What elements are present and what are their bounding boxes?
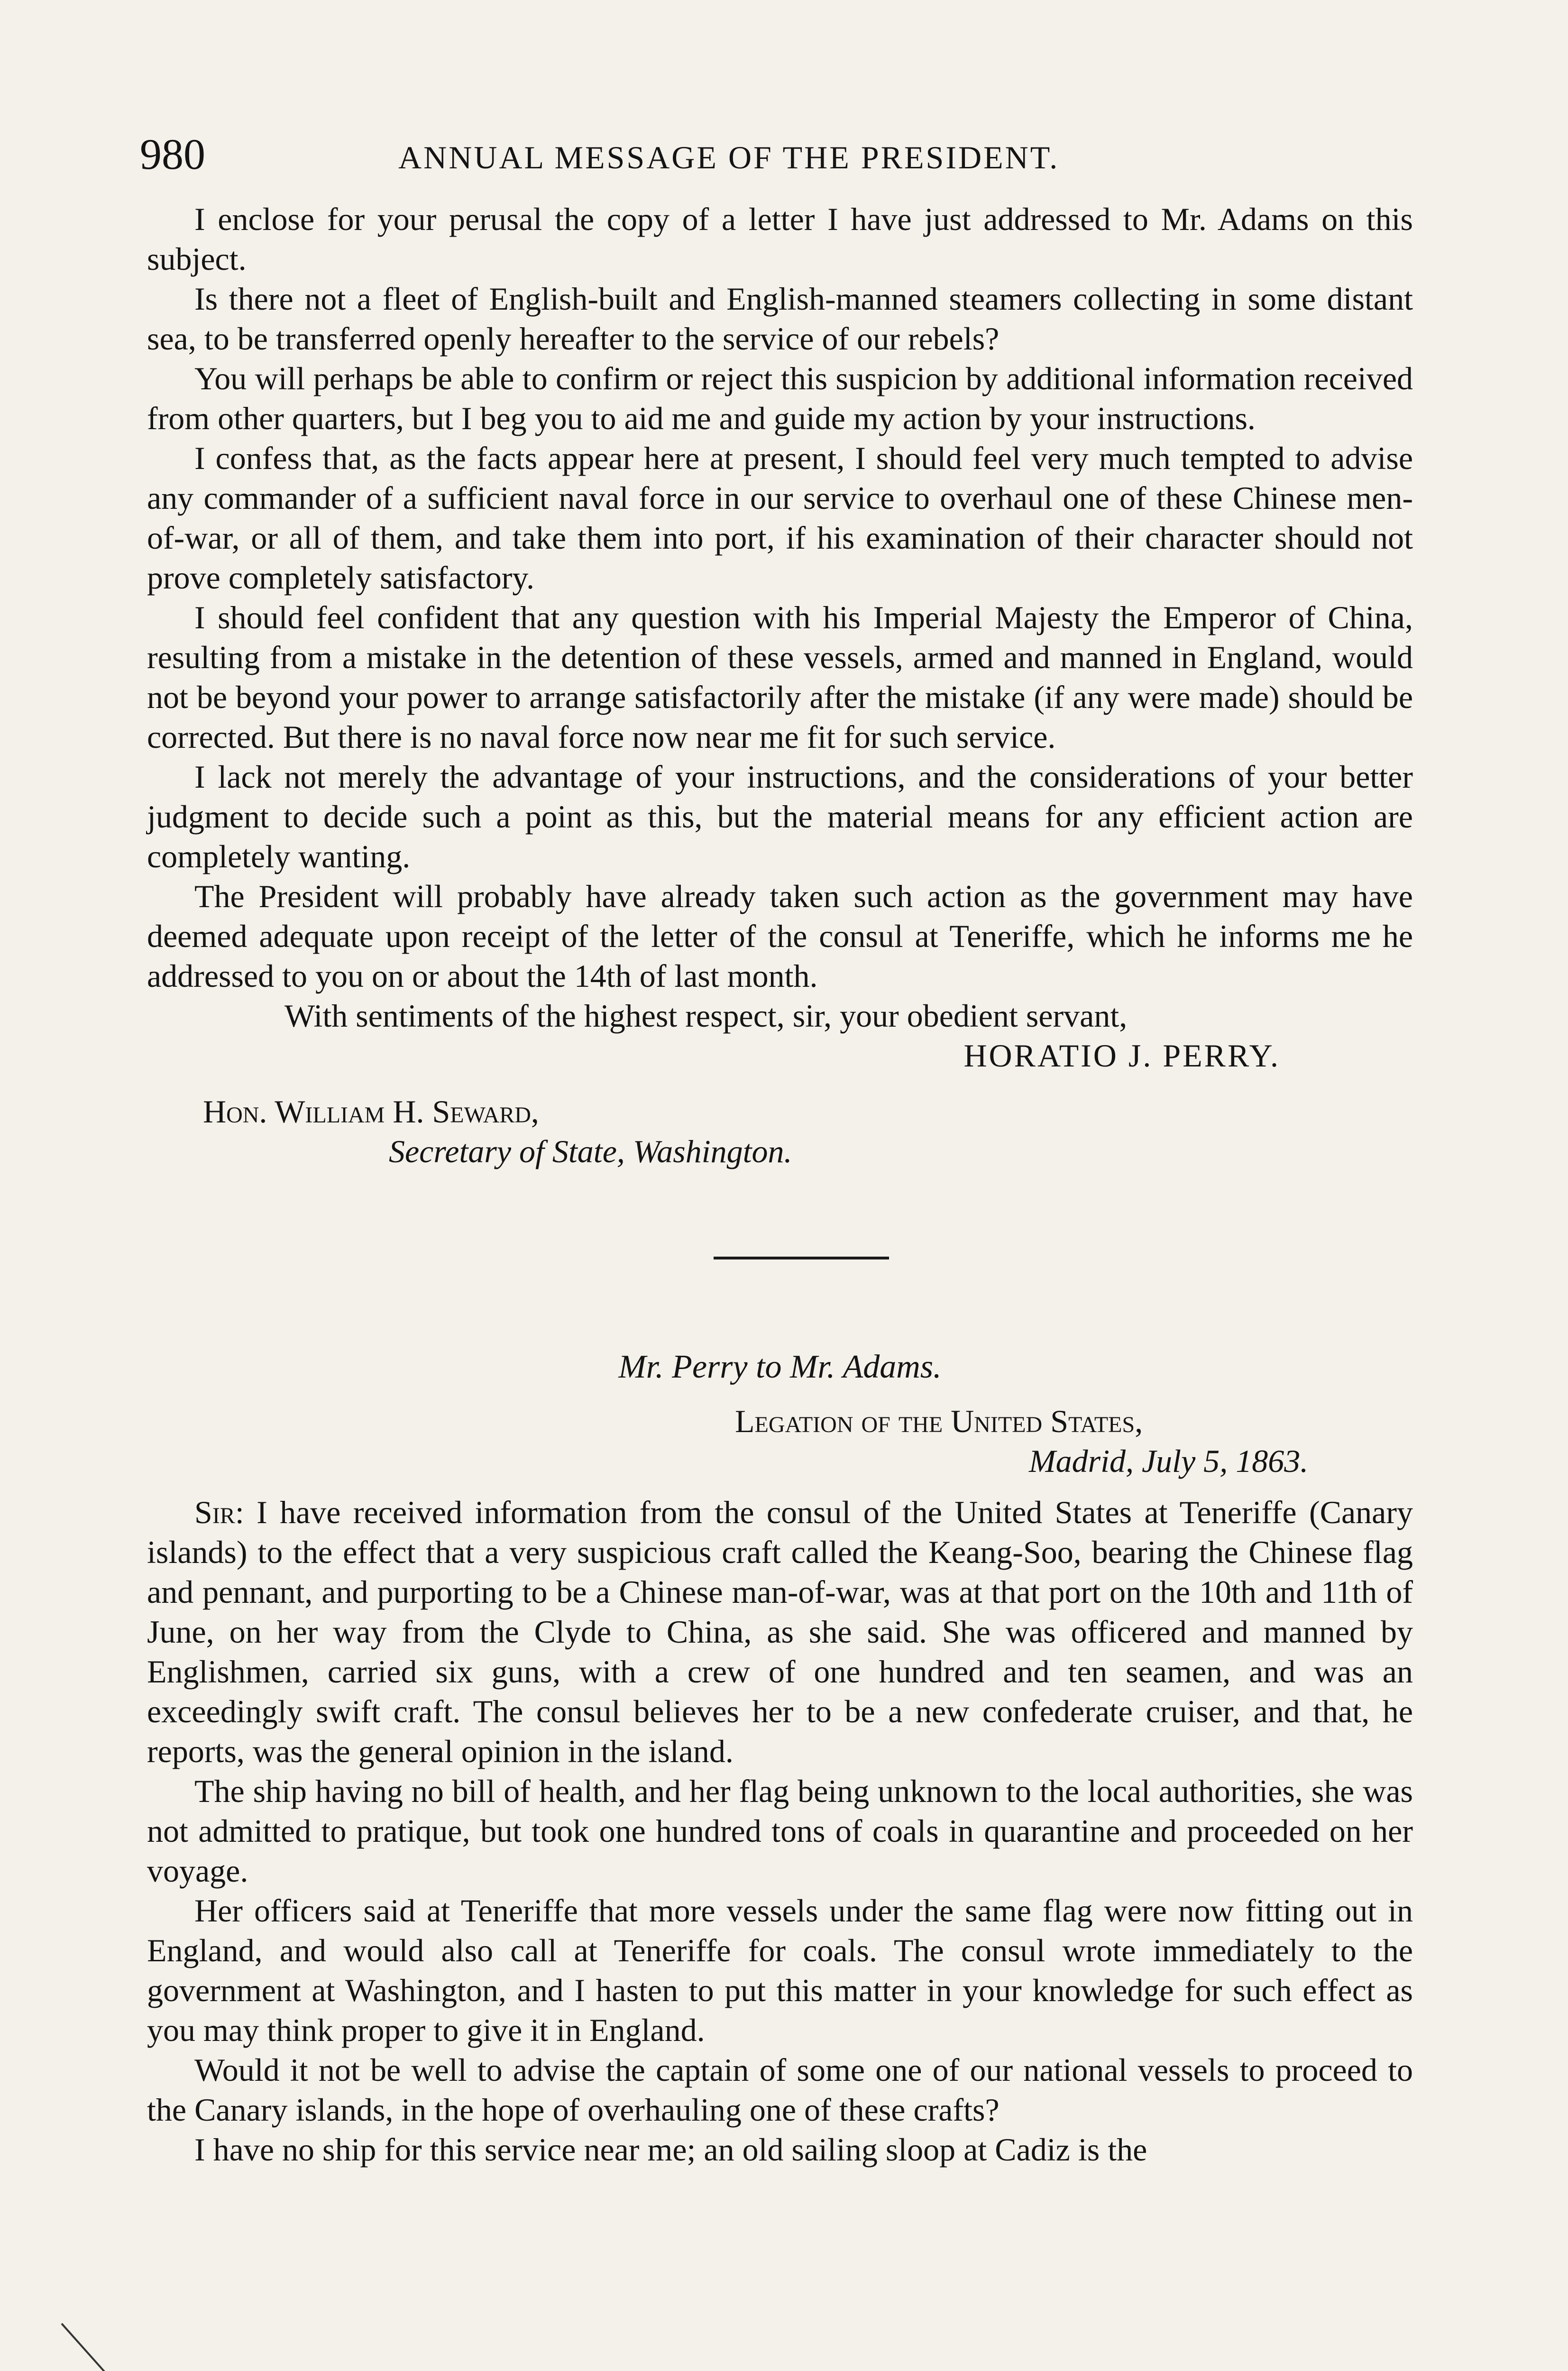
page-number: 980 [140, 130, 205, 178]
paragraph: Her officers said at Teneriffe that more vessels under the same flag were now fitting out in England, and would also call at Teneriffe for coals. The consul wrote immediately to the government at Washington, and I hasten to put this matter in your knowledge for such effect as you may think proper to give it in England. [147, 1893, 1413, 2048]
paragraph-text: I have received information from the consul of the United States at Teneriffe (Canary islands) to the effect that a very suspicious craft called the Keang-Soo, bearing the Chinese flag and pennant, and purporting to be a Chinese man-of-war, was at that port on the 10th and 11th of June, on her way from the Clyde to China, as she said. She was officered and manned by Englishmen, carried six guns, with a crew of one hundred and ten seamen, and was an exceedingly swift craft. The consul believes her to be a new confederate cruiser, and that, he reports, was the general opinion in the island. [147, 1494, 1413, 1769]
dateline [1029, 1441, 1413, 1481]
paragraph [147, 1492, 1413, 1771]
salutation: Sir: [194, 1494, 244, 1530]
paragraph: Would it not be well to advise the captain of some one of our national vessels to proceed to the Canary islands, in the hope of overhauling one of these crafts? [147, 2052, 1413, 2128]
paragraph: I lack not merely the advantage of your instructions, and the considerations of your better judgment to decide such a point as this, but the material means for any efficient action are completely wanting. [147, 759, 1413, 874]
legation-line: Legation of the United States, [735, 1403, 1143, 1439]
paragraph: I should feel confident that any question with his Imperial Majesty the Emperor of China, resulting from a mistake in the detention of these vessels, armed and manned in England, would not be beyond your power to arrange satisfactorily after the mistake (if any were made) should be corrected. But there is no naval force now near me fit for such service. [147, 599, 1413, 755]
paragraph: You will perhaps be able to confirm or reject this suspicion by additional information received from other quarters, but I beg you to aid me and guide my action by your instructions. [147, 360, 1413, 436]
paragraph: The President will probably have already taken such action as the government may have deemed adequate upon receipt of the letter of the consul at Teneriffe, which he informs me he addressed to you on or about the 14th of last month. [147, 878, 1413, 994]
letter-heading: Mr. Perry to Mr. Adams. [618, 1349, 942, 1385]
paragraph: Is there not a fleet of English-built and English-manned steamers collecting in some distant sea, to be transferred openly hereafter to the service of our rebels? [147, 281, 1413, 357]
addressee-name: Hon. William H. Seward, [203, 1094, 539, 1130]
paragraph: I have no ship for this service near me; an old sailing sloop at Cadiz is the [194, 2132, 1147, 2168]
margin-scratch-mark [57, 2319, 261, 2371]
section-divider [714, 1257, 889, 1259]
page-body [147, 199, 1413, 2169]
addressee-title: Secretary of State, Washington. [389, 1133, 792, 1169]
paragraph: I enclose for your perusal the copy of a letter I have just addressed to Mr. Adams on this subject. [147, 201, 1413, 277]
signature: HORATIO J. PERRY. [963, 1038, 1280, 1074]
running-title: ANNUAL MESSAGE OF THE PRESIDENT. [398, 139, 1060, 175]
paragraph: The ship having no bill of health, and her flag being unknown to the local authorities, she was not admitted to pratique, but took one hundred tons of coals in quarantine and proceeded on her voyage. [147, 1773, 1413, 1889]
dateline-text: Madrid, July 5, 1863. [1029, 1443, 1309, 1479]
page-header [140, 128, 1411, 180]
letter-closing: With sentiments of the highest respect, sir, your obedient servant, [284, 998, 1128, 1034]
paragraph: I confess that, as the facts appear here at present, I should feel very much tempted to advise any commander of a sufficient naval force in our service to overhaul one of these Chinese men-of-war, or all of them, and take them into port, if his examination of their character should not prove completely satisfactory. [147, 440, 1413, 596]
